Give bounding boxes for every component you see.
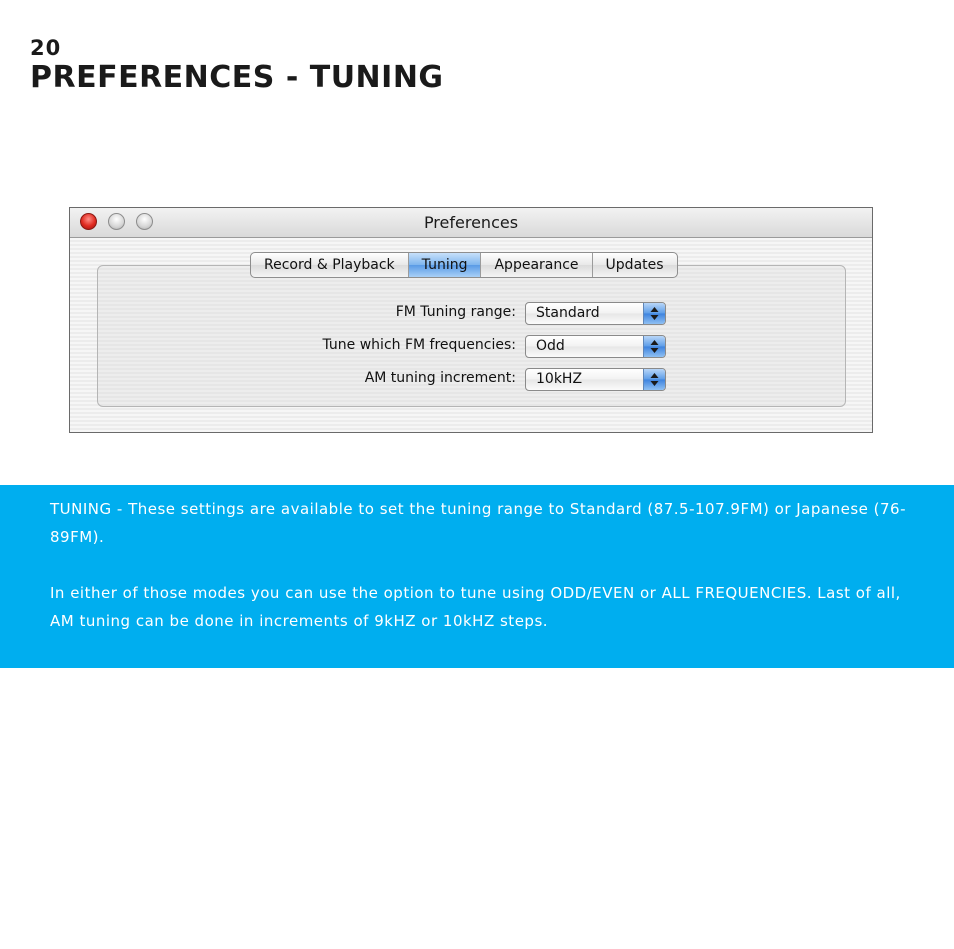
fm-frequencies-label: Tune which FM frequencies:	[322, 337, 516, 353]
fm-frequencies-select[interactable]	[525, 335, 666, 358]
updown-arrows-icon	[643, 336, 665, 357]
info-paragraph-tuning: TUNING - These settings are available to set the tuning range to Standard (87.5-107.9FM) or Japanese (76-89FM).	[50, 500, 906, 546]
page-number: 20	[30, 36, 62, 60]
info-paragraph-modes: In either of those modes you can use the option to tune using ODD/EVEN or ALL FREQUENCIES. Last of all, AM tuning can be done in increments of 9kHZ or 10kHZ steps.	[50, 584, 901, 630]
tab-tuning[interactable]: Tuning	[409, 253, 482, 277]
tab-record-playback[interactable]: Record & Playback	[251, 253, 409, 277]
updown-arrows-icon	[643, 303, 665, 324]
preferences-window	[69, 207, 873, 433]
tab-appearance[interactable]: Appearance	[481, 253, 592, 277]
tab-updates[interactable]: Updates	[605, 257, 664, 273]
tab-bar	[250, 252, 678, 278]
window-title: Preferences	[423, 213, 519, 232]
fm-frequencies-value: Odd	[536, 338, 565, 354]
am-increment-label: AM tuning increment:	[364, 370, 516, 386]
fm-tuning-range-select[interactable]	[525, 302, 666, 325]
am-increment-value: 10kHZ	[536, 371, 583, 387]
am-increment-select[interactable]	[525, 368, 666, 391]
info-band	[0, 485, 954, 668]
fm-tuning-range-label: FM Tuning range:	[395, 304, 516, 320]
fm-tuning-range-row	[70, 302, 873, 326]
page-title: PREFERENCES - TUNING	[30, 60, 444, 95]
window-titlebar[interactable]	[70, 208, 872, 238]
am-increment-row	[70, 368, 873, 392]
fm-tuning-range-value: Standard	[536, 305, 600, 321]
fm-frequencies-row	[70, 335, 873, 359]
updown-arrows-icon	[643, 369, 665, 390]
